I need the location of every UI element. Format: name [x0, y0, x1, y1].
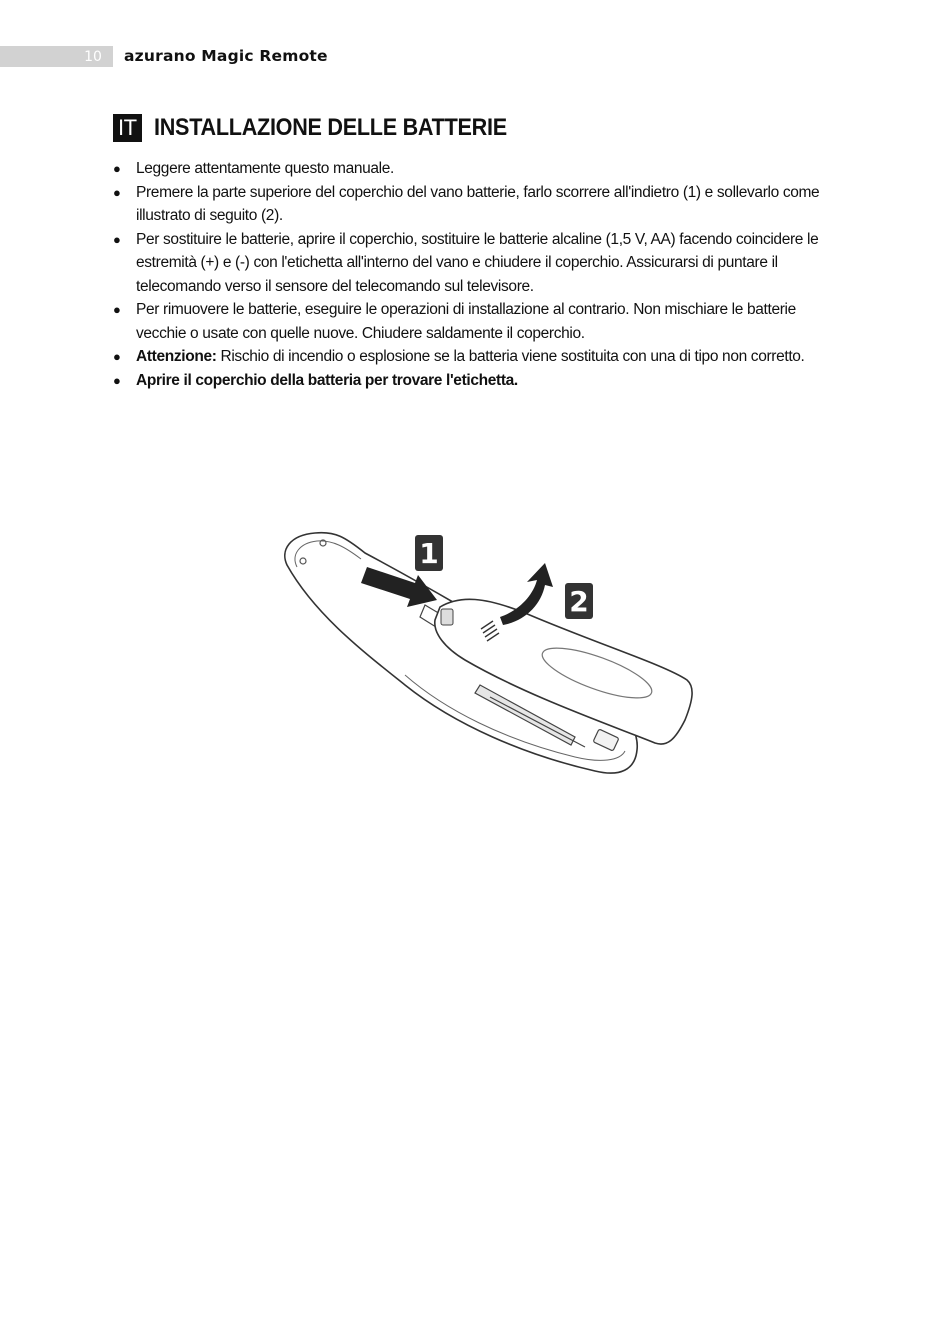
bold-text: Aprire il coperchio della batteria per trovare l'etichetta.	[136, 371, 518, 389]
section-heading	[113, 113, 546, 143]
list-item	[113, 369, 843, 393]
item-text: Rischio di incendio o esplosione se la batteria viene sostituita con una di tipo non corretto.	[216, 348, 805, 365]
page-number: 10	[84, 49, 102, 65]
document-title: azurano Magic Remote	[124, 47, 328, 65]
section-title: INSTALLAZIONE DELLE BATTERIE	[153, 114, 507, 141]
bold-text: Attenzione:	[136, 348, 217, 365]
battery-installation-illustration	[275, 525, 705, 785]
svg-text:2: 2	[569, 585, 589, 618]
list-item	[113, 228, 843, 299]
item-text: Premere la parte superiore del coperchio del vano batterie, farlo scorrere all'indietro (1) e sollevarlo come illustrato di seguito (2).	[136, 183, 820, 224]
item-text: Per rimuovere le batterie, eseguire le operazioni di installazione al contrario. Non mischiare le batterie vecchie o usate con quelle nuove. Chiudere saldamente il coperchio.	[136, 301, 796, 342]
bullet-icon: ●	[113, 231, 121, 247]
bullet-icon: ●	[113, 302, 121, 317]
bullet-icon: ●	[113, 161, 121, 176]
list-item	[113, 298, 843, 345]
language-badge: IT	[113, 114, 142, 142]
list-item	[113, 157, 843, 181]
item-text: Per sostituire le batterie, aprire il coperchio, sostituire le batterie alcaline (1,5 V, AA) facendo coincidere le estremità (+) e (-) con l'etichetta all'interno del vano e chiudere il coperchio. Assicurarsi di puntare il telecomando verso il sensore del telecomando sul televisore.	[136, 230, 819, 295]
bullet-icon: ●	[113, 372, 121, 388]
bullet-icon: ●	[113, 349, 121, 364]
svg-text:1: 1	[419, 537, 439, 570]
list-item	[113, 345, 843, 369]
item-text: Leggere attentamente questo manuale.	[136, 160, 394, 177]
step-1-badge	[415, 535, 443, 571]
bullet-icon: ●	[113, 184, 121, 200]
step-2-badge	[565, 583, 593, 619]
list-item	[113, 181, 843, 228]
instruction-list	[113, 157, 843, 392]
